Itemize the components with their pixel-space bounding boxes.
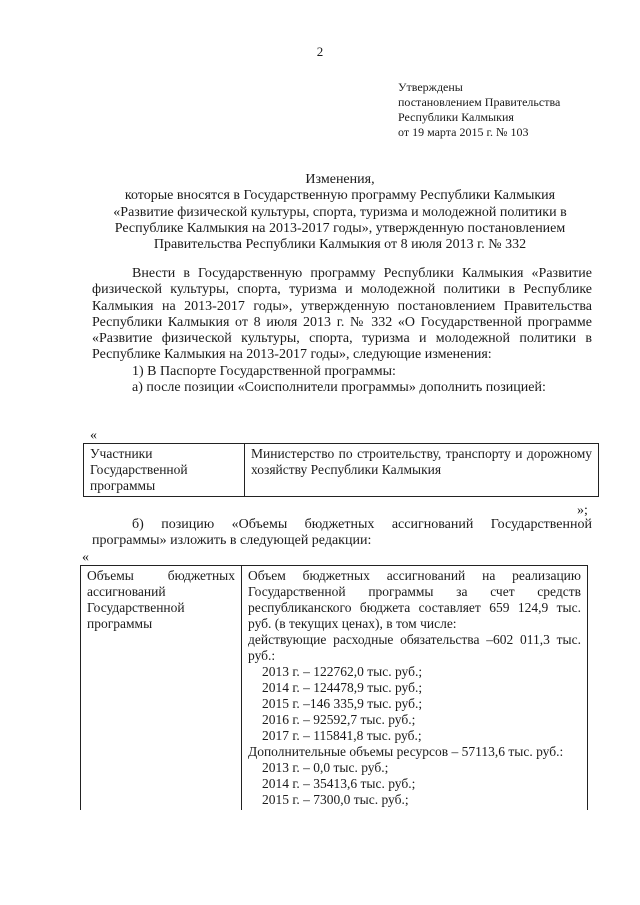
participants-value: Министерство по строительству, транспорту и дорожному хозяйству Республики Калмыкия: [245, 444, 599, 497]
open-quote-1: «: [90, 428, 97, 443]
open-quote-2: «: [82, 550, 89, 565]
additional-resources-label: Дополнительные объемы ресурсов – 57113,6 тыс. руб.:: [248, 744, 564, 759]
budget-table: [80, 565, 588, 810]
item-1b: б) позицию «Объемы бюджетных ассигнований Государственной программы» изложить в следующей редакции:: [92, 517, 592, 549]
approval-line: от 19 марта 2015 г. № 103: [398, 125, 529, 139]
participants-table: [83, 443, 599, 497]
document-title: [60, 172, 620, 253]
additional-year-item: 2014 г. – 35413,6 тыс. руб.;: [262, 776, 416, 791]
item-1: 1) В Паспорте Государственной программы:: [132, 363, 396, 379]
page-number: 2: [316, 44, 324, 59]
item-1b-block: [92, 517, 592, 550]
current-year-item: 2014 г. – 124478,9 тыс. руб.;: [262, 680, 423, 695]
current-year-item: 2017 г. – 115841,8 тыс. руб.;: [262, 728, 422, 743]
title-line: «Развитие физической культуры, спорта, туризма и молодежной политики в: [113, 204, 567, 220]
current-year-item: 2013 г. – 122762,0 тыс. руб.;: [262, 664, 423, 679]
body-text: [92, 266, 592, 396]
additional-year-item: 2015 г. – 7300,0 тыс. руб.;: [262, 792, 409, 807]
title-line: Республике Калмыкия на 2013-2017 годы», утвержденную постановлением: [114, 220, 566, 236]
budget-label: Объемы бюджетных ассигнований Государственной программы: [81, 566, 242, 811]
current-obligations-label: действующие расходные обязательства –602 011,3 тыс. руб.:: [248, 632, 581, 663]
table-row: [81, 566, 588, 811]
title-line: которые вносятся в Государственную программу Республики Калмыкия: [124, 188, 556, 204]
title-line: Правительства Республики Калмыкия от 8 июля 2013 г. № 332: [153, 237, 527, 253]
intro-paragraph: Внести в Государственную программу Республики Калмыкия «Развитие физической культуры, спорта, туризма и молодежной политики в Республике Калмыкия на 2013-2017 годы», утвержденную постановлением Правительства Республики Калмыкия от 8 июля 2013 г. № 332 «О Государственной программе «Развитие физической культуры, спорта, туризма и молодежной политики в Республике Калмыкия на 2013-2017 годы», следующие изменения:: [92, 266, 592, 363]
participants-label: Участники Государственной программы: [84, 444, 245, 497]
close-quote-1: »;: [577, 503, 588, 518]
budget-intro: Объем бюджетных ассигнований на реализацию Государственной программы за счет средств республиканского бюджета составляет 659 124,9 тыс. руб. (в текущих ценах), в том числе:: [248, 568, 581, 631]
table-row: [84, 444, 599, 497]
item-1a: а) после позиции «Соисполнители программы» дополнить позицией:: [132, 380, 546, 396]
budget-value: [242, 566, 588, 811]
approval-line: Утверждены: [398, 80, 463, 94]
approval-stamp: [398, 80, 560, 140]
title-line: Изменения,: [305, 172, 375, 187]
approval-line: Республики Калмыкия: [398, 110, 514, 124]
additional-year-item: 2013 г. – 0,0 тыс. руб.;: [262, 760, 389, 775]
approval-line: постановлением Правительства: [398, 95, 561, 109]
current-year-item: 2016 г. – 92592,7 тыс. руб.;: [262, 712, 416, 727]
current-year-item: 2015 г. –146 335,9 тыс. руб.;: [262, 696, 423, 711]
